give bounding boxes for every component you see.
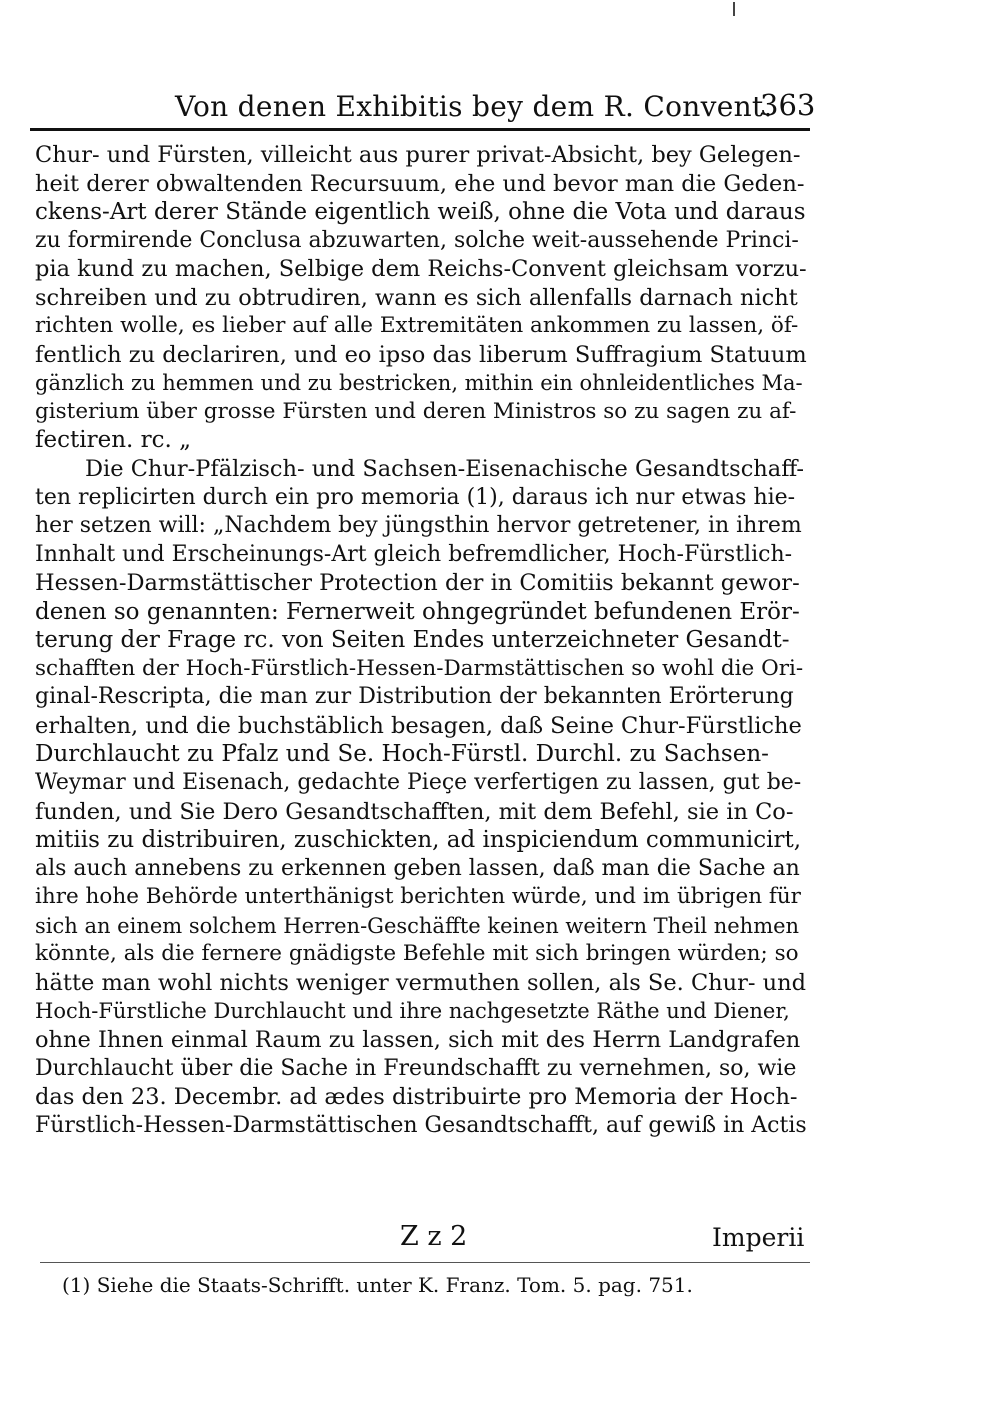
text-line: heit derer obwaltenden Recursuum, ehe und bevor man die Geden-: [35, 170, 805, 197]
text-line: schreiben und zu obtrudiren, wann es sich allenfalls darnach nicht: [35, 284, 798, 311]
text-line: könnte, als die fernere gnädigste Befehle mit sich bringen würden; so: [35, 941, 799, 967]
catchword: Imperii: [712, 1223, 805, 1252]
text-line: Durchlaucht über die Sache in Freundschafft zu vernehmen, so, wie: [35, 1055, 797, 1081]
footnote-rule: [40, 1262, 810, 1263]
text-line: ihre hohe Behörde unterthänigst berichten würde, und im übrigen für: [35, 884, 801, 910]
text-line: gänzlich zu hemmen und zu bestricken, mithin ein ohnleidentliches Ma-: [35, 371, 803, 396]
header-rule: [30, 128, 810, 131]
text-line: Hoch-Fürstliche Durchlaucht und ihre nachgesetzte Räthe und Diener,: [35, 999, 790, 1024]
text-line: als auch annebens zu erkennen geben lassen, daß man die Sache an: [35, 855, 800, 881]
text-line: her setzen will: „Nachdem bey jüngsthin hervor getretener, in ihrem: [35, 513, 802, 539]
text-line: erhalten, und die buchstäblich besagen, daß Seine Chur-Fürstliche: [35, 712, 802, 739]
text-line: zu formirende Conclusa abzuwarten, solche weit-aussehende Princi-: [35, 227, 799, 253]
text-line: ckens-Art derer Stände eigentlich weiß, ohne die Vota und daraus: [35, 199, 806, 226]
body-text: [35, 141, 807, 1140]
text-line: pia kund zu machen, Selbige dem Reichs-Convent gleichsam vorzu-: [35, 256, 807, 283]
text-line: Weymar und Eisenach, gedachte Pieçe verfertigen zu lassen, gut be-: [35, 770, 802, 796]
page-number: 363: [760, 88, 816, 122]
text-line: Innhalt und Erscheinungs-Art gleich befremdlicher, Hoch-Fürstlich-: [35, 541, 793, 567]
text-line: ten replicirten durch ein pro memoria (1), daraus ich nur etwas hie-: [35, 484, 796, 510]
text-line: fectiren. rc. „: [35, 427, 192, 454]
text-line: gisterium über grosse Fürsten und deren Ministros so zu sagen zu af-: [35, 398, 797, 424]
text-line: Chur- und Fürsten, villeicht aus purer privat-Absicht, bey Gelegen-: [35, 142, 801, 168]
text-line: sich an einem solchem Herren-Geschäffte keinen weitern Theil nehmen: [35, 913, 800, 938]
text-line: Hessen-Darmstättischer Protection der in Comitiis bekannt gewor-: [35, 570, 800, 597]
text-line: denen so genannten: Fernerweit ohngegründet befundenen Erör-: [35, 598, 800, 625]
text-line: das den 23. Decembr. ad ædes distribuirte pro Memoria der Hoch-: [35, 1084, 798, 1111]
text-line: hätte man wohl nichts weniger vermuthen sollen, als Se. Chur- und: [35, 969, 807, 996]
text-line: fentlich zu declariren, und eo ipso das liberum Suffragium Statuum: [35, 341, 807, 368]
page-bottom-line: [0, 1221, 1000, 1257]
text-line: schafften der Hoch-Fürstlich-Hessen-Darmstättischen so wohl die Ori-: [35, 655, 804, 681]
text-line: terung der Frage rc. von Seiten Endes unterzeichneter Gesandt-: [35, 627, 790, 654]
text-line: Durchlaucht zu Pfalz und Se. Hoch-Fürstl. Durchl. zu Sachsen-: [35, 741, 769, 768]
signature-mark: Z z 2: [400, 1221, 468, 1252]
text-line: funden, und Sie Dero Gesandtschafften, mit dem Befehl, sie in Co-: [35, 798, 794, 825]
paragraph-start-line: Die Chur-Pfälzisch- und Sachsen-Eisenachische Gesandtschaff-: [85, 456, 805, 483]
page-header: [0, 84, 1000, 124]
text-line: mitiis zu distribuiren, zuschickten, ad inspiciendum communicirt,: [35, 827, 802, 854]
text-line: ginal-Rescripta, die man zur Distribution der bekannten Erörterung: [35, 684, 794, 710]
running-head: Von denen Exhibitis bey dem R. Convent.: [175, 90, 773, 123]
text-line: richten wolle, es lieber auf alle Extremitäten ankommen zu lassen, öf-: [35, 313, 799, 339]
text-line: ohne Ihnen einmal Raum zu lassen, sich mit des Herrn Landgrafen: [35, 1026, 801, 1053]
scan-mark: [733, 2, 735, 16]
text-line: Fürstlich-Hessen-Darmstättischen Gesandtschafft, auf gewiß in Actis: [35, 1112, 807, 1138]
footnote: (1) Siehe die Staats-Schrifft. unter K. Franz. Tom. 5. pag. 751.: [62, 1273, 693, 1297]
